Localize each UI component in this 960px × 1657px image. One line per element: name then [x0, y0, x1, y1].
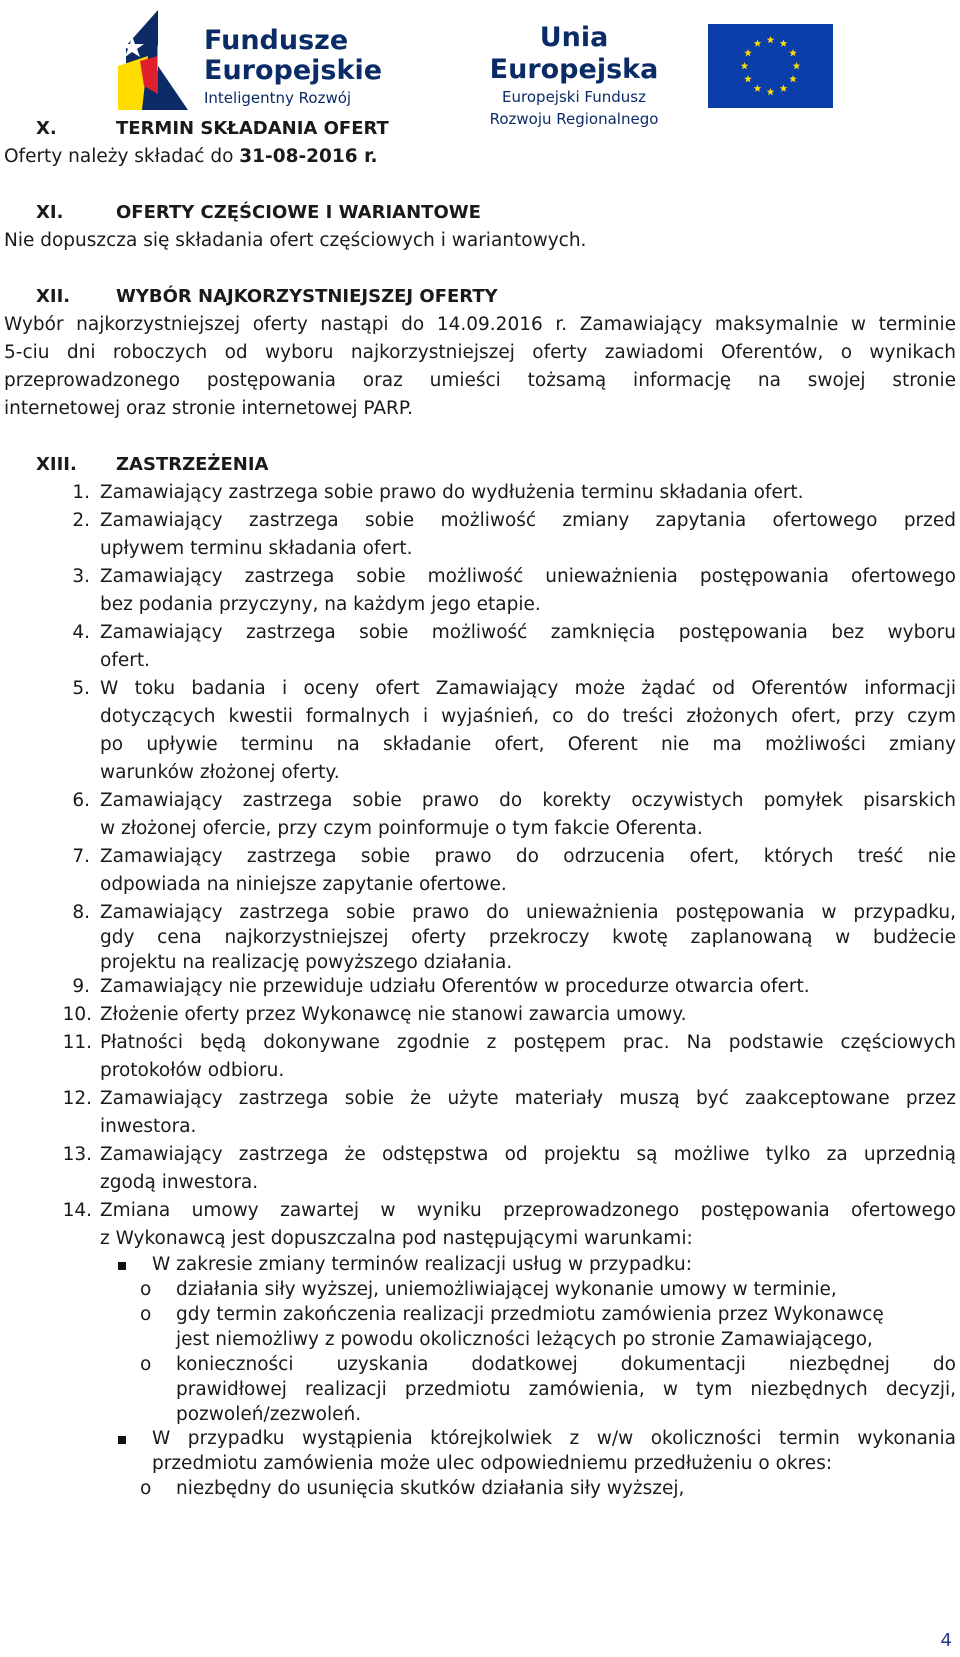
item-line: odpowiada na niniejsze zapytanie ofertowe. [100, 874, 507, 895]
circle-bullet-icon: o [140, 1304, 152, 1325]
item-line: Zamawiający zastrzega sobie możliwość zmiany zapytania ofertowego przed [100, 510, 956, 531]
section-xi-body: Nie dopuszcza się składania ofert częściowych i wariantowych. [4, 230, 587, 251]
subitem-line: jest niemożliwy z powodu okoliczności leżących po stronie Zamawiającego, [176, 1329, 873, 1350]
header-logos [0, 0, 960, 128]
section-xii-title: WYBÓR NAJKORZYSTNIEJSZEJ OFERTY [116, 286, 498, 307]
item-line: Płatności będą dokonywane zgodnie z postępem prac. Na podstawie częściowych [100, 1032, 956, 1053]
item-line: W toku badania i oceny ofert Zamawiający może żądać od Oferentów informacji [100, 678, 956, 699]
item-line: projektu na realizację powyższego działania. [100, 952, 513, 973]
item-number: 2. [72, 510, 90, 531]
item-number: 10. [62, 1004, 92, 1025]
section-xiii-number: XIII. [36, 454, 77, 475]
subitem-line: pozwoleń/zezwoleń. [176, 1404, 362, 1425]
item-line: inwestora. [100, 1116, 197, 1137]
item-number: 14. [62, 1200, 92, 1221]
item-line: Zamawiający zastrzega sobie możliwość unieważnienia postępowania ofertowego [100, 566, 956, 587]
item-number: 12. [62, 1088, 92, 1109]
section-xi-title: OFERTY CZĘŚCIOWE I WARIANTOWE [116, 202, 481, 223]
section-x-number: X. [36, 118, 57, 139]
page-number: 4 [940, 1630, 952, 1651]
section-x-date: 31-08-2016 r. [239, 146, 378, 167]
item-line: po upływie terminu na składanie ofert, Oferent nie ma możliwości zmiany [100, 734, 956, 755]
item-line: warunków złożonej oferty. [100, 762, 340, 783]
item-number: 13. [62, 1144, 92, 1165]
item-line: w złożonej ofercie, przy czym poinformuje o tym fakcie Oferenta. [100, 818, 703, 839]
square-bullet-icon [118, 1262, 126, 1270]
fe-line1: Fundusze [204, 25, 349, 56]
item-line: Zamawiający zastrzega sobie prawo do odrzucenia ofert, których treść nie [100, 846, 956, 867]
subitem-line: niezbędny do usunięcia skutków działania siły wyższej, [176, 1478, 685, 1499]
item-line: Zmiana umowy zawartej w wyniku przeprowadzonego postępowania ofertowego [100, 1200, 956, 1221]
square-bullet-icon [118, 1436, 126, 1444]
subitem-line: prawidłowej realizacji przedmiotu zamówienia, w tym niezbędnych decyzji, [176, 1379, 956, 1400]
item-line: ofert. [100, 650, 150, 671]
section-xiii-title: ZASTRZEŻENIA [116, 454, 269, 475]
item-number: 7. [72, 846, 90, 867]
fe-line3: Inteligentny Rozwój [204, 89, 352, 107]
section-xii-line: Wybór najkorzystniejszej oferty nastąpi do 14.09.2016 r. Zamawiający maksymalnie w terminie [4, 314, 956, 335]
section-x-title: TERMIN SKŁADANIA OFERT [116, 118, 389, 139]
section-xii-number: XII. [36, 286, 71, 307]
item-number: 3. [72, 566, 90, 587]
subitem-line: przedmiotu zamówienia może ulec odpowiedniemu przedłużeniu o okres: [152, 1453, 833, 1474]
item-line: bez podania przyczyny, na każdym jego etapie. [100, 594, 541, 615]
item-line: gdy cena najkorzystniejszej oferty przekroczy kwotę zaplanowaną w budżecie [100, 927, 956, 948]
fundusze-europejskie-logo [118, 6, 434, 112]
item-line: Zamawiający nie przewiduje udziału Oferentów w procedurze otwarcia ofert. [100, 976, 810, 997]
item-line: dotyczących kwestii formalnych i wyjaśnień, co do treści złożonych ofert, przy czym [100, 706, 956, 727]
fundusze-europejskie-emblem-icon [118, 6, 208, 112]
item-line: upływem terminu składania ofert. [100, 538, 413, 559]
item-line: Zamawiający zastrzega sobie możliwość zamknięcia postępowania bez wyboru [100, 622, 956, 643]
subitem-line: W zakresie zmiany terminów realizacji usług w przypadku: [152, 1254, 692, 1275]
item-number: 8. [72, 902, 90, 923]
subitem-line: konieczności uzyskania dodatkowej dokumentacji niezbędnej do [176, 1354, 956, 1375]
item-number: 4. [72, 622, 90, 643]
item-number: 9. [72, 976, 90, 997]
ue-line3: Rozwoju Regionalnego [489, 110, 659, 128]
section-x-body [4, 146, 378, 167]
fundusze-europejskie-wordmark [204, 26, 382, 110]
subitem-line: W przypadku wystąpienia którejkolwiek z w/w okoliczności termin wykonania [152, 1428, 956, 1449]
subitem-line: gdy termin zakończenia realizacji przedmiotu zamówienia przez Wykonawcę [176, 1304, 884, 1325]
item-number: 11. [62, 1032, 92, 1053]
section-xii-line: 5-ciu dni roboczych od wyboru najkorzystniejszej oferty zawiadomi Oferentów, o wynikach [4, 342, 956, 363]
eu-flag-icon [708, 24, 833, 108]
section-xii-line: internetowej oraz stronie internetowej PARP. [4, 398, 414, 419]
unia-europejska-wordmark [460, 22, 688, 130]
item-number: 6. [72, 790, 90, 811]
item-line: Zamawiający zastrzega sobie prawo do korekty oczywistych pomyłek pisarskich [100, 790, 956, 811]
circle-bullet-icon: o [140, 1279, 152, 1300]
section-x-body-prefix: Oferty należy składać do [4, 146, 240, 167]
item-line: protokołów odbioru. [100, 1060, 285, 1081]
item-line: z Wykonawcą jest dopuszczalna pod następującymi warunkami: [100, 1228, 693, 1249]
ue-line2: Europejski Fundusz [502, 88, 646, 106]
item-line: Zamawiający zastrzega że odstępstwa od projektu są możliwe tylko za uprzednią [100, 1144, 956, 1165]
item-line: Zamawiający zastrzega sobie prawo do wydłużenia terminu składania ofert. [100, 482, 804, 503]
section-xii-line: przeprowadzonego postępowania oraz umieści tożsamą informację na swojej stronie [4, 370, 956, 391]
subitem-line: działania siły wyższej, uniemożliwiającej wykonanie umowy w terminie, [176, 1279, 837, 1300]
fe-line2: Europejskie [204, 55, 383, 86]
item-line: Zamawiający zastrzega sobie że użyte materiały muszą być zaakceptowane przez [100, 1088, 956, 1109]
ue-line1: Unia Europejska [489, 22, 659, 85]
item-line: Zamawiający zastrzega sobie prawo do unieważnienia postępowania w przypadku, [100, 902, 956, 923]
circle-bullet-icon: o [140, 1478, 152, 1499]
circle-bullet-icon: o [140, 1354, 152, 1375]
item-line: zgodą inwestora. [100, 1172, 259, 1193]
section-xi-number: XI. [36, 202, 64, 223]
item-number: 5. [72, 678, 90, 699]
item-number: 1. [72, 482, 90, 503]
item-line: Złożenie oferty przez Wykonawcę nie stanowi zawarcia umowy. [100, 1004, 687, 1025]
